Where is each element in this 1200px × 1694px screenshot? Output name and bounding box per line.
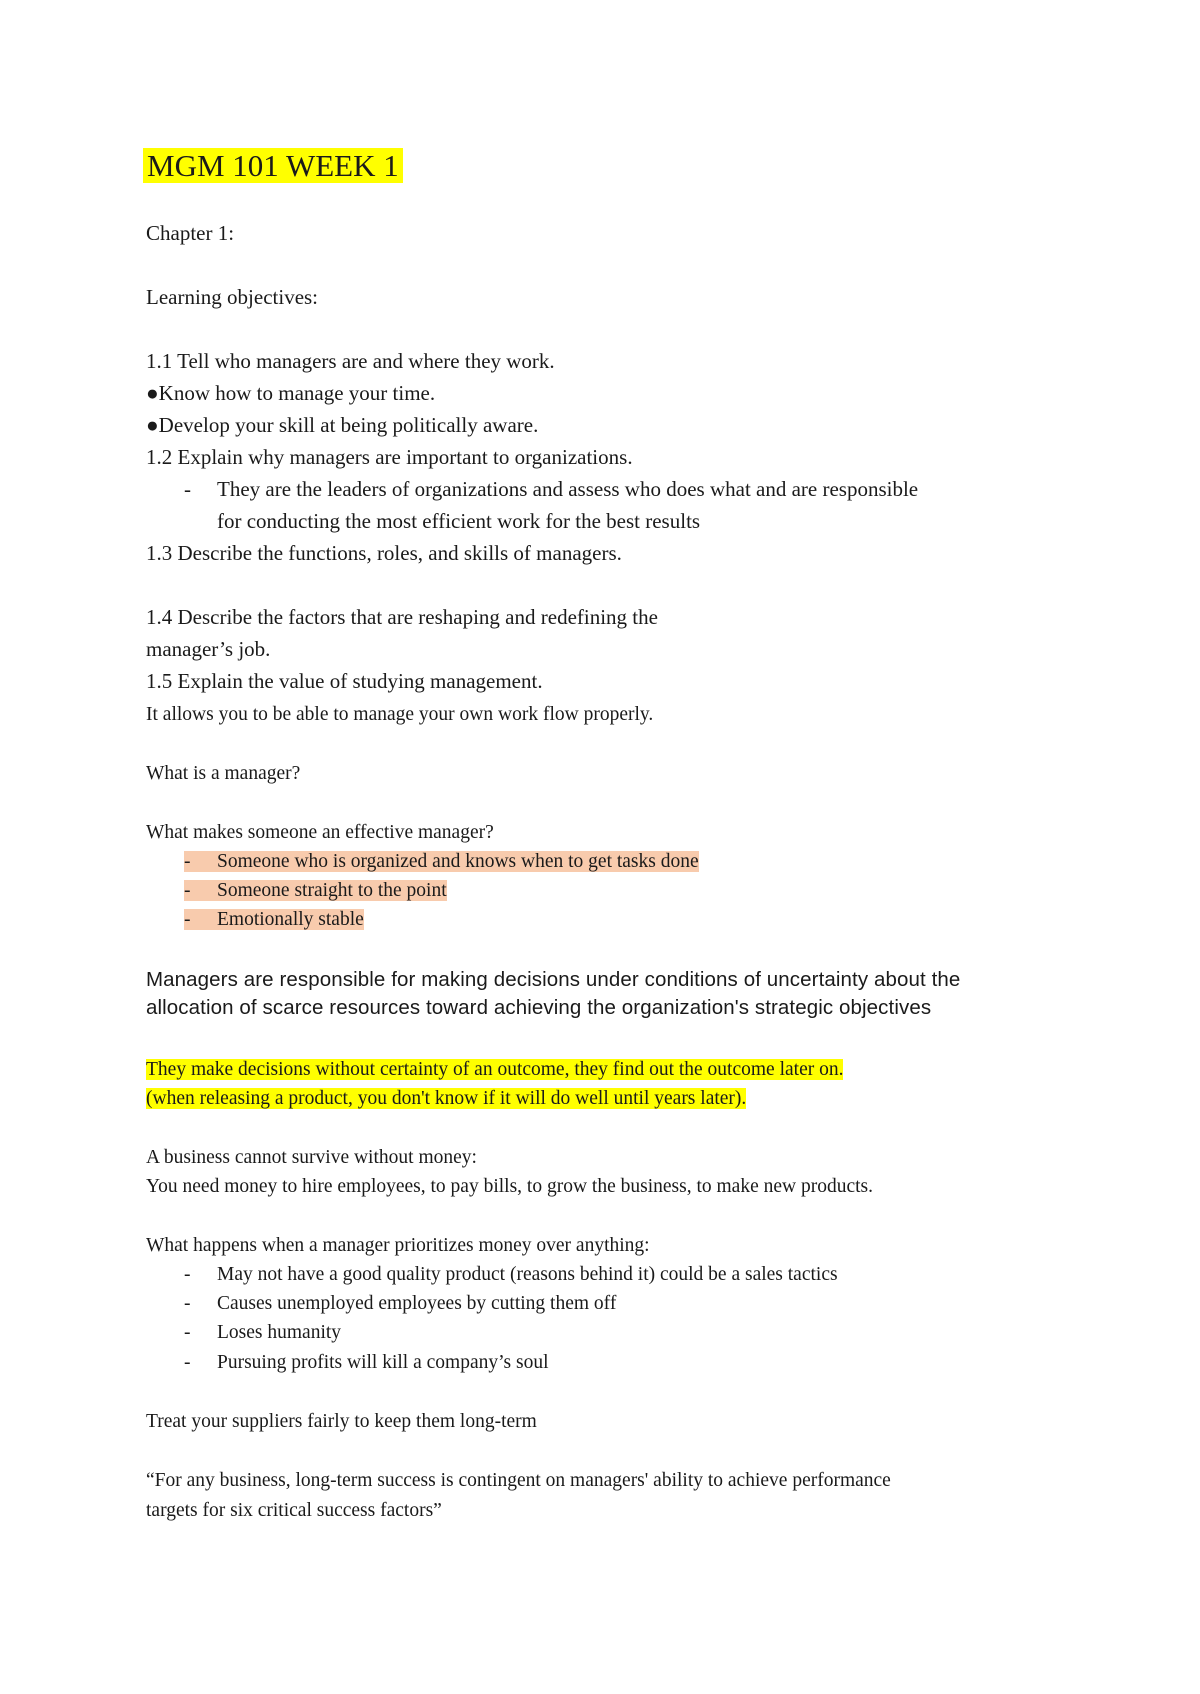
objective-1-4-line2: manager’s job. — [146, 637, 271, 661]
objective-1-3: 1.3 Describe the functions, roles, and skills of managers. — [146, 541, 622, 565]
dash-marker: - — [184, 1322, 191, 1343]
objective-1-2-note-line2: for conducting the most efficient work for the best results — [217, 509, 701, 533]
effective-item — [184, 878, 447, 904]
decisions-line2: (when releasing a product, you don't know if it will do well until years later). — [146, 1088, 747, 1109]
objective-1-4-line1: 1.4 Describe the factors that are reshaping and redefining the — [146, 605, 658, 629]
suppliers-note: Treat your suppliers fairly to keep them long-term — [146, 1411, 537, 1432]
decisions-line1: They make decisions without certainty of an outcome, they find out the outcome later on. — [146, 1059, 844, 1080]
dash-marker: - — [184, 477, 191, 501]
prioritize-heading: What happens when a manager prioritizes money over anything: — [146, 1235, 650, 1256]
effective-item-highlight — [184, 851, 699, 872]
effective-item-highlight — [184, 909, 364, 930]
effective-item-text: Someone who is organized and knows when to get tasks done — [217, 851, 699, 872]
decisions-line1-wrap — [146, 1057, 843, 1083]
question-what-is-manager: What is a manager? — [146, 763, 301, 784]
prioritize-item — [184, 1291, 616, 1317]
decisions-line2-wrap — [146, 1086, 746, 1112]
prioritize-item-text: Causes unemployed employees by cutting them off — [217, 1293, 617, 1314]
objective-bullet-political: ●Develop your skill at being politically aware. — [146, 413, 539, 437]
dash-marker: - — [184, 880, 191, 901]
objective-1-2-note — [184, 476, 918, 502]
learning-objectives-heading: Learning objectives: — [146, 285, 319, 309]
effective-item-text: Emotionally stable — [217, 909, 364, 930]
quote-line1: “For any business, long-term success is contingent on managers' ability to achieve performance — [146, 1470, 891, 1491]
effective-item-highlight — [184, 880, 447, 901]
objective-bullet-time: ●Know how to manage your time. — [146, 381, 436, 405]
prioritize-item-text: May not have a good quality product (reasons behind it) could be a sales tactics — [217, 1264, 838, 1285]
dash-marker: - — [184, 1264, 191, 1285]
prioritize-item — [184, 1320, 341, 1346]
effective-item-text: Someone straight to the point — [217, 880, 447, 901]
objective-1-1: 1.1 Tell who managers are and where they work. — [146, 349, 555, 373]
dash-marker: - — [184, 1352, 191, 1373]
title-wrap — [143, 146, 403, 186]
objective-1-5: 1.5 Explain the value of studying management. — [146, 669, 543, 693]
prioritize-item — [184, 1262, 838, 1288]
dash-marker: - — [184, 1293, 191, 1314]
effective-item — [184, 849, 699, 875]
page-title: MGM 101 WEEK 1 — [143, 148, 403, 183]
objective-1-2-note-line1: They are the leaders of organizations and assess who does what and are responsible — [217, 477, 919, 501]
prioritize-item-text: Loses humanity — [217, 1322, 342, 1343]
objective-1-5-note: It allows you to be able to manage your own work flow properly. — [146, 704, 654, 725]
dash-marker: - — [184, 909, 191, 930]
money-line1: A business cannot survive without money: — [146, 1147, 477, 1168]
managers-paragraph-line1: Managers are responsible for making decisions under conditions of uncertainty about the — [146, 968, 961, 991]
quote-line2: targets for six critical success factors” — [146, 1500, 442, 1521]
objective-1-2: 1.2 Explain why managers are important to organizations. — [146, 445, 633, 469]
prioritize-item — [184, 1350, 549, 1376]
dash-marker: - — [184, 851, 191, 872]
question-effective-manager: What makes someone an effective manager? — [146, 822, 494, 843]
managers-paragraph-line2: allocation of scarce resources toward achieving the organization's strategic objectives — [146, 996, 932, 1019]
chapter-label: Chapter 1: — [146, 221, 235, 245]
effective-item — [184, 907, 364, 933]
money-line2: You need money to hire employees, to pay bills, to grow the business, to make new products. — [146, 1176, 873, 1197]
prioritize-item-text: Pursuing profits will kill a company’s soul — [217, 1352, 549, 1373]
